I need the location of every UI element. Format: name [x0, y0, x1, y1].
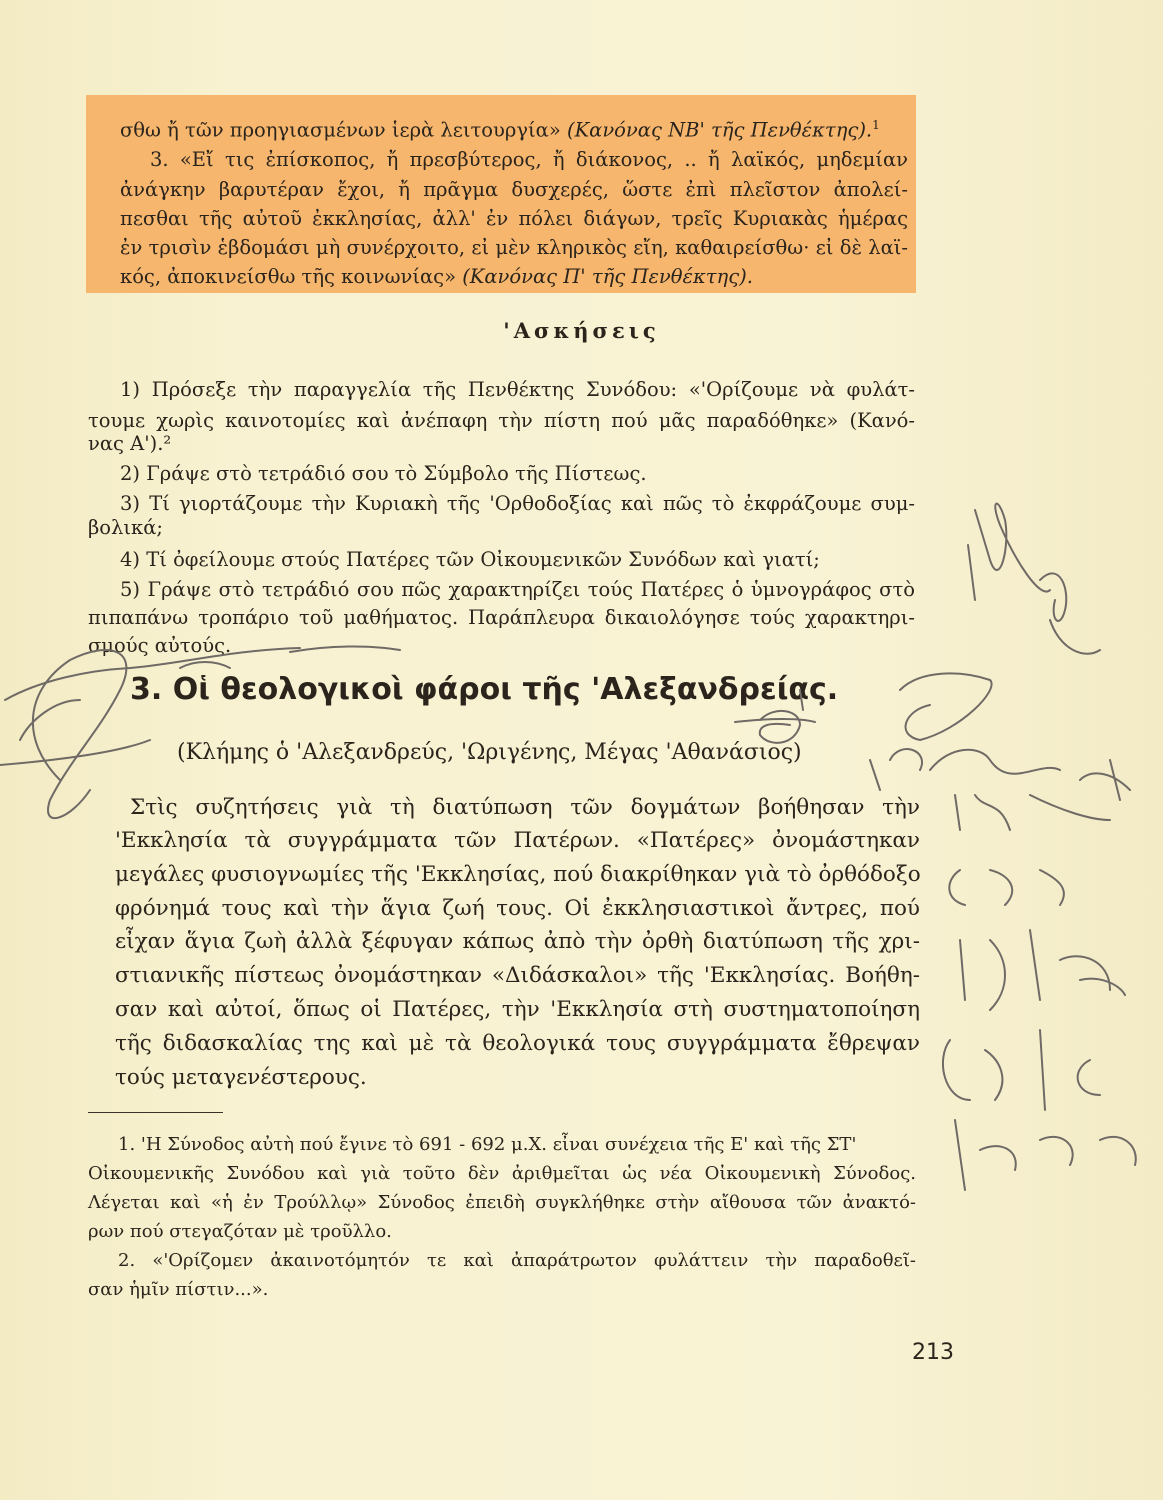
footnote-line-6: σαν ἡμῖν πίστιν...». [88, 1279, 269, 1300]
pencil-scribble-right-2 [900, 673, 992, 740]
exercise-line-2: τουμε χωρὶς καινοτομίες καὶ ἀνέπαφη τὴν πίστη πού μᾶς παραδόθηκε» (Κανό- [88, 409, 915, 432]
highlight-line-2: 3. «Εἴ τις ἐπίσκοπος, ἤ πρεσβύτερος, ἤ διάκονος, .. ἤ λαϊκός, μηδεμίαν [150, 148, 908, 171]
exercise-line-7: 4) Τί ὀφείλουμε στούς Πατέρες τῶν Οἰκουμενικῶν Συνόδων καὶ γιατί; [120, 548, 820, 571]
canon-reference: (Κανόνας Π' τῆς Πενθέκτης). [462, 265, 753, 288]
exercise-line-8: 5) Γράψε στὸ τετράδιό σου πῶς χαρακτηρίζει τούς Πατέρες ὁ ὑμνογράφος στὸ [120, 578, 915, 601]
body-line-5: εἶχαν ἅγια ζωὴ ἀλλὰ ξέφυγαν κάπως ἀπὸ τὴν ὀρθὴ διατύπωση τῆς χρι- [115, 929, 920, 954]
exercise-line-6: βολικά; [88, 516, 163, 539]
canon-reference: (Κανόνας ΝΒ' τῆς Πενθέκτης). [566, 118, 873, 142]
body-line-8: τῆς διδασκαλίας της καὶ μὲ τὰ θεολογικά τους συγγράμματα ἔθρεψαν [115, 1031, 920, 1056]
highlight-line-4: πεσθαι τῆς αὐτοῦ ἐκκλησίας, ἀλλ' ἐν πόλει διάγων, τρεῖς Κυριακὰς ἡμέρας [120, 207, 908, 230]
pencil-scribble-right-3 [960, 930, 1125, 1010]
exercise-line-4: 2) Γράψε στὸ τετράδιό σου τὸ Σύμβολο τῆς Πίστεως. [120, 462, 647, 485]
highlight-line-3: ἀνάγκην βαρυτέραν ἔχοι, ἤ πρᾶγμα δυσχερές, ὥστε ἐπὶ πλεῖστον ἀπολεί- [120, 178, 908, 201]
body-line-9: τούς μεταγενέστερους. [115, 1065, 367, 1090]
section-title: 3. Οἱ θεολογικοὶ φάροι τῆς 'Αλεξανδρείας. [130, 672, 839, 707]
exercises-heading: 'Ασκήσεις [503, 318, 660, 343]
exercise-line-9: πιπαπάνω τροπάριο τοῦ μαθήματος. Παράπλευρα δικαιολόγησε τούς χαρακτηρι- [88, 606, 915, 629]
footnote-line-1: 1. 'Η Σύνοδος αὐτὴ πού ἔγινε τὸ 691 - 692 μ.Χ. εἶναι συνέχεια τῆς Ε' καὶ τῆς ΣΤ' [118, 1134, 857, 1155]
highlight-line-5: ἐν τρισὶν ἑβδομάσι μὴ συνέρχοιτο, εἰ μὲν κληρικὸς εἴη, καθαιρείσθω· εἰ δὲ λαϊ- [120, 236, 908, 259]
footnote-line-2: Οἰκουμενικῆς Συνόδου καὶ γιὰ τοῦτο δὲν ἀριθμεῖται ὡς νέα Οἰκουμενικὴ Σύνοδος. [88, 1163, 916, 1184]
exercise-line-10: σμούς αὐτούς. [88, 634, 232, 657]
body-line-7: σαν καὶ αὐτοί, ὅπως οἱ Πατέρες, τὴν 'Εκκλησία στὴ συστηματοποίηση [115, 997, 920, 1022]
body-line-1: Στὶς συζητήσεις γιὰ τὴ διατύπωση τῶν δογμάτων βοήθησαν τὴν [130, 795, 920, 820]
highlight-line-1: σθω ἤ τῶν προηγιασμένων ἱερὰ λειτουργία» (Κανόνας ΝΒ' τῆς Πενθέκτης).$^1$ [120, 118, 880, 142]
exercise-line-3: νας Α').² [88, 432, 172, 455]
page-number: 213 [912, 1340, 954, 1365]
highlight-line-6: κός, ἀποκινείσθω τῆς κοινωνίας» (Κανόνας Π' τῆς Πενθέκτης). [120, 265, 753, 288]
exercise-line-1: 1) Πρόσεξε τὴν παραγγελία τῆς Πενθέκτης Συνόδου: «'Ορίζουμε νὰ φυλάτ- [120, 378, 915, 401]
exercise-line-5: 3) Τί γιορτάζουμε τὴν Κυριακὴ τῆς 'Ορθοδοξίας καὶ πῶς τὸ ἐκφράζουμε συμ- [120, 492, 915, 515]
footnote-line-5: 2. «'Ορίζομεν ἀκαινοτόμητόν τε καὶ ἀπαράτρωτον φυλάττειν τὴν παραδοθεῖ- [118, 1250, 916, 1271]
footnote-line-4: ρων πού στεγαζόταν μὲ τροῦλλο. [88, 1221, 392, 1242]
body-line-3: μεγάλες φυσιογνωμίες τῆς 'Εκκλησίας, πού διακρίθηκαν γιὰ τὸ ὀρθόδοξο [115, 862, 921, 887]
pencil-scribble-right-1 [975, 504, 1050, 592]
pencil-scribble-right-4 [955, 1120, 1136, 1190]
section-subtitle: (Κλήμης ὁ 'Αλεξανδρεύς, 'Ωριγένης, Μέγας 'Αθανάσιος) [177, 740, 802, 765]
footnote-marker: 1 [872, 118, 880, 132]
body-line-6: στιανικῆς πίστεως ὀνομάστηκαν «Διδάσκαλοι» τῆς 'Εκκλησίας. Βοήθη- [115, 963, 920, 988]
pencil-scribble-left [33, 650, 126, 818]
footnote-line-3: Λέγεται καὶ «ἡ ἐν Τρούλλῳ» Σύνοδος ἐπειδὴ συγκλήθηκε στὴν αἴθουσα τῶν ἀνακτό- [88, 1192, 916, 1213]
footnote-divider [88, 1112, 223, 1113]
body-line-4: φρόνημά τους καὶ τὴν ἅγια ζωή τους. Οἱ ἐκκλησιαστικοὶ ἄντρες, πού [115, 896, 920, 921]
body-line-2: 'Εκκλησία τὰ συγγράμματα τῶν Πατέρων. «Πατέρες» ὀνομάστηκαν [115, 828, 920, 853]
